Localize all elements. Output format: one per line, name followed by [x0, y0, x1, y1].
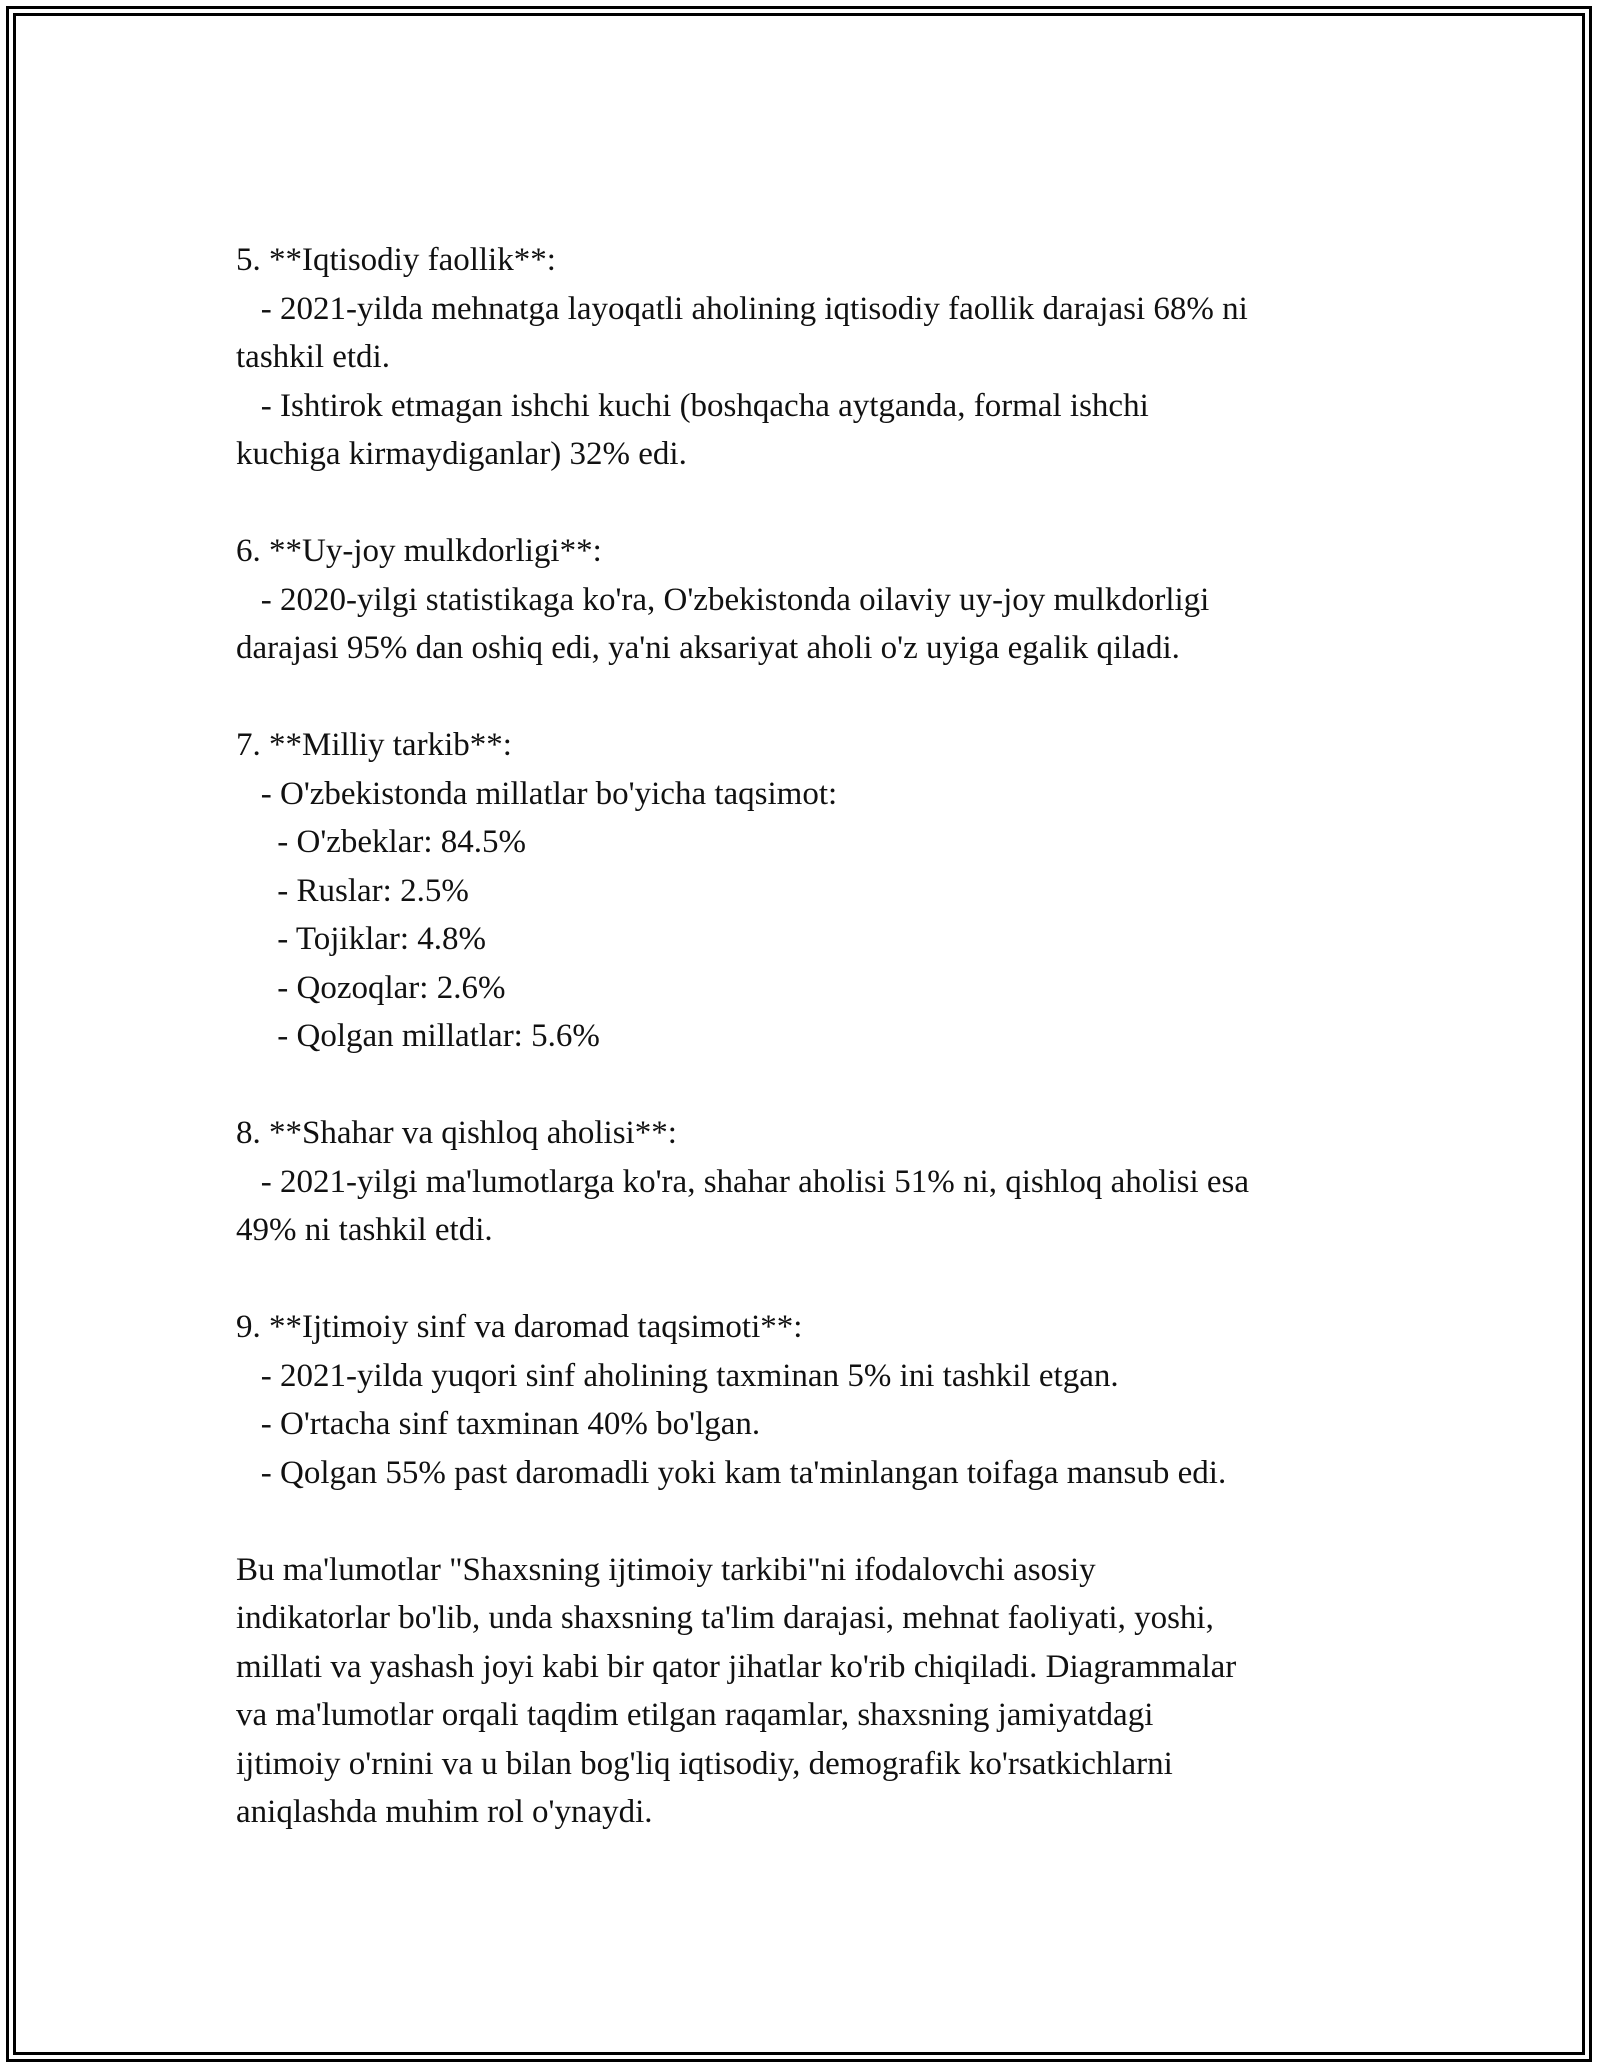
conclusion-line: Bu ma'lumotlar "Shaxsning ijtimoiy tarkibi"ni ifodalovchi asosiy	[236, 1551, 1096, 1588]
conclusion-line: aniqlashda muhim rol o'ynaydi.	[236, 1794, 653, 1830]
section-heading: 6. **Uy-joy mulkdorligi**:	[236, 533, 602, 569]
section-line: - Qozoqlar: 2.6%	[236, 969, 506, 1006]
section-social-class-income	[236, 1303, 1396, 1497]
section-line: - 2021-yilda mehnatga layoqatli aholining iqtisodiy faollik darajasi 68% ni	[236, 290, 1248, 327]
paragraph-gap	[236, 673, 1396, 722]
section-line: kuchiga kirmaydiganlar) 32% edi.	[236, 436, 687, 472]
section-heading: 7. **Milliy tarkib**:	[236, 727, 512, 763]
conclusion-line: va ma'lumotlar orqali taqdim etilgan raqamlar, shaxsning jamiyatdagi	[236, 1697, 1154, 1733]
section-line: - Ishtirok etmagan ishchi kuchi (boshqacha aytganda, formal ishchi	[236, 387, 1149, 424]
section-economic-activity	[236, 236, 1396, 479]
section-line: tashkil etdi.	[236, 339, 390, 375]
conclusion-paragraph	[236, 1546, 1396, 1837]
conclusion-line: millati va yashash joyi kabi bir qator jihatlar ko'rib chiqiladi. Diagrammalar	[236, 1648, 1237, 1685]
section-line: - Tojiklar: 4.8%	[236, 921, 487, 957]
section-line: - O'zbeklar: 84.5%	[236, 824, 527, 860]
section-line: - O'zbekistonda millatlar bo'yicha taqsimot:	[236, 775, 838, 812]
section-line: - Qolgan 55% past daromadli yoki kam ta'minlangan toifaga mansub edi.	[236, 1454, 1227, 1491]
document-body	[236, 236, 1396, 1837]
section-line: 49% ni tashkil etdi.	[236, 1212, 493, 1248]
conclusion-line: indikatorlar bo'lib, unda shaxsning ta'lim darajasi, mehnat faoliyati, yoshi,	[236, 1600, 1214, 1636]
section-line: - Qolgan millatlar: 5.6%	[236, 1018, 600, 1054]
section-heading: 8. **Shahar va qishloq aholisi**:	[236, 1115, 677, 1151]
paragraph-gap	[236, 1497, 1396, 1546]
section-urban-rural	[236, 1109, 1396, 1255]
section-heading: 5. **Iqtisodiy faollik**:	[236, 242, 556, 278]
conclusion-line: ijtimoiy o'rnini va u bilan bog'liq iqtisodiy, demografik ko'rsatkichlarni	[236, 1745, 1173, 1782]
section-line: - 2020-yilgi statistikaga ko'ra, O'zbekistonda oilaviy uy-joy mulkdorligi	[236, 581, 1210, 618]
section-line: - O'rtacha sinf taxminan 40% bo'lgan.	[236, 1406, 761, 1442]
section-heading: 9. **Ijtimoiy sinf va daromad taqsimoti**:	[236, 1309, 803, 1345]
paragraph-gap	[236, 1061, 1396, 1110]
section-national-composition	[236, 721, 1396, 1061]
section-line: darajasi 95% dan oshiq edi, ya'ni aksariyat aholi o'z uyiga egalik qiladi.	[236, 630, 1180, 666]
section-home-ownership	[236, 527, 1396, 673]
paragraph-gap	[236, 1255, 1396, 1304]
section-line: - Ruslar: 2.5%	[236, 872, 469, 909]
section-line: - 2021-yilda yuqori sinf aholining taxminan 5% ini tashkil etgan.	[236, 1357, 1119, 1394]
paragraph-gap	[236, 479, 1396, 528]
section-line: - 2021-yilgi ma'lumotlarga ko'ra, shahar aholisi 51% ni, qishloq aholisi esa	[236, 1163, 1250, 1200]
